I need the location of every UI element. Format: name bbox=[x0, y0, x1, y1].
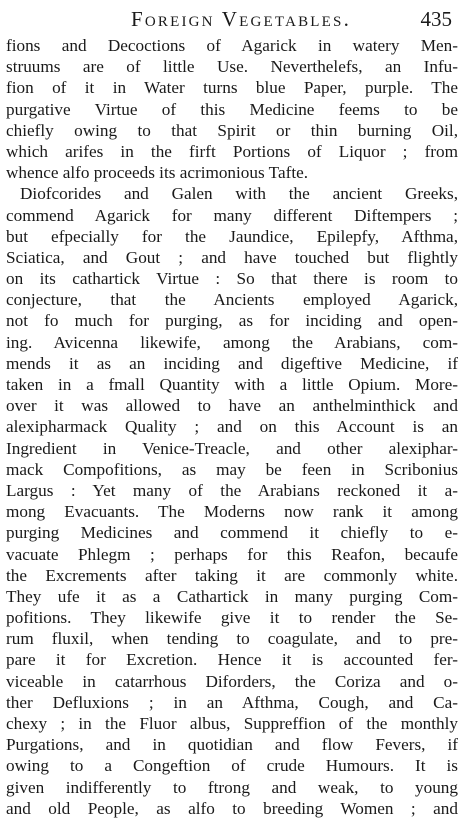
text-line: mack Compofitions, as may be feen in Scribonius bbox=[6, 459, 458, 479]
text-line: taken in a fmall Quantity with a little Opium. More- bbox=[6, 375, 458, 394]
text-line: struums are of little Use. Neverthelefs, an Infu- bbox=[6, 57, 458, 77]
text-line: pare it for Excretion. Hence it is accounted fer- bbox=[6, 650, 458, 670]
text-line: which arifes in the firft Portions of Liquor ; from bbox=[6, 141, 458, 161]
text-line: Largus : Yet many of the Arabians reckoned it a- bbox=[6, 480, 458, 500]
page-number: 435 bbox=[420, 7, 452, 31]
text-line: owing to a Congeftion of crude Humours. It is bbox=[6, 756, 458, 776]
text-line: ing. Avicenna likewife, among the Arabians, com- bbox=[6, 332, 458, 352]
running-head bbox=[6, 4, 458, 34]
text-line: rum fluxil, when tending to coagulate, and to pre- bbox=[6, 629, 458, 649]
text-line: alexipharmack Quality ; and on this Account is an bbox=[6, 417, 458, 437]
text-line: but efpecially for the Jaundice, Epilepfy, Afthma, bbox=[6, 226, 458, 246]
text-line: purging Medicines and commend it chiefly to e- bbox=[6, 523, 458, 543]
text-line: They ufe it as a Cathartick in many purging Com- bbox=[6, 586, 458, 606]
text-line: mends it as an inciding and digeftive Medicine, if bbox=[6, 353, 458, 373]
text-line: conjecture, that the Ancients employed Agarick, bbox=[6, 290, 458, 310]
text-line: fions and Decoctions of Agarick in watery Men- bbox=[6, 36, 458, 55]
text-line: ther Defluxions ; in an Afthma, Cough, and Ca- bbox=[6, 692, 458, 712]
text-line: Sciatica, and Gout ; and have touched but flightly bbox=[6, 247, 458, 267]
text-line: Purgations, and in quotidian and flow Fevers, if bbox=[6, 735, 458, 755]
text-line: Ingredient in Venice-Treacle, and other alexiphar- bbox=[6, 438, 458, 458]
running-head-title: Foreign Vegetables. bbox=[130, 7, 352, 31]
text-line: chiefly owing to that Spirit or thin burning Oil, bbox=[6, 120, 458, 140]
text-line: vacuate Phlegm ; perhaps for this Reafon, becaufe bbox=[6, 544, 458, 564]
text-line: mong Evacuants. The Moderns now rank it among bbox=[6, 502, 458, 522]
text-line: on its cathartick Virtue : So that there is room to bbox=[6, 269, 458, 289]
text-line: fion of it in Water turns blue Paper, purple. The bbox=[6, 78, 458, 98]
text-line: purgative Virtue of this Medicine feems to be bbox=[6, 99, 458, 119]
text-line: pofitions. They likewife give it to render the Se- bbox=[6, 608, 458, 628]
text-line: viceable in catarrhous Diforders, the Coriza and o- bbox=[6, 671, 458, 691]
text-line: whence alfo proceeds its acrimonious Tafte. bbox=[6, 163, 309, 183]
text-line: over it was allowed to have an anthelminthick and bbox=[6, 396, 458, 416]
text-line: Diofcorides and Galen with the ancient Greeks, bbox=[20, 184, 458, 204]
text-line: and old People, as alfo to breeding Women ; and bbox=[6, 798, 458, 818]
text-line: chexy ; in the Fluor albus, Suppreffion of the monthly bbox=[6, 714, 458, 733]
text-line: given indifferently to ftrong and weak, to young bbox=[6, 777, 458, 797]
text-line: commend Agarick for many different Diftempers ; bbox=[6, 205, 458, 225]
text-line: not fo much for purging, as for inciding and open- bbox=[6, 311, 458, 331]
body-text bbox=[6, 35, 458, 819]
text-line: the Excrements after taking it are commonly white. bbox=[6, 565, 458, 585]
